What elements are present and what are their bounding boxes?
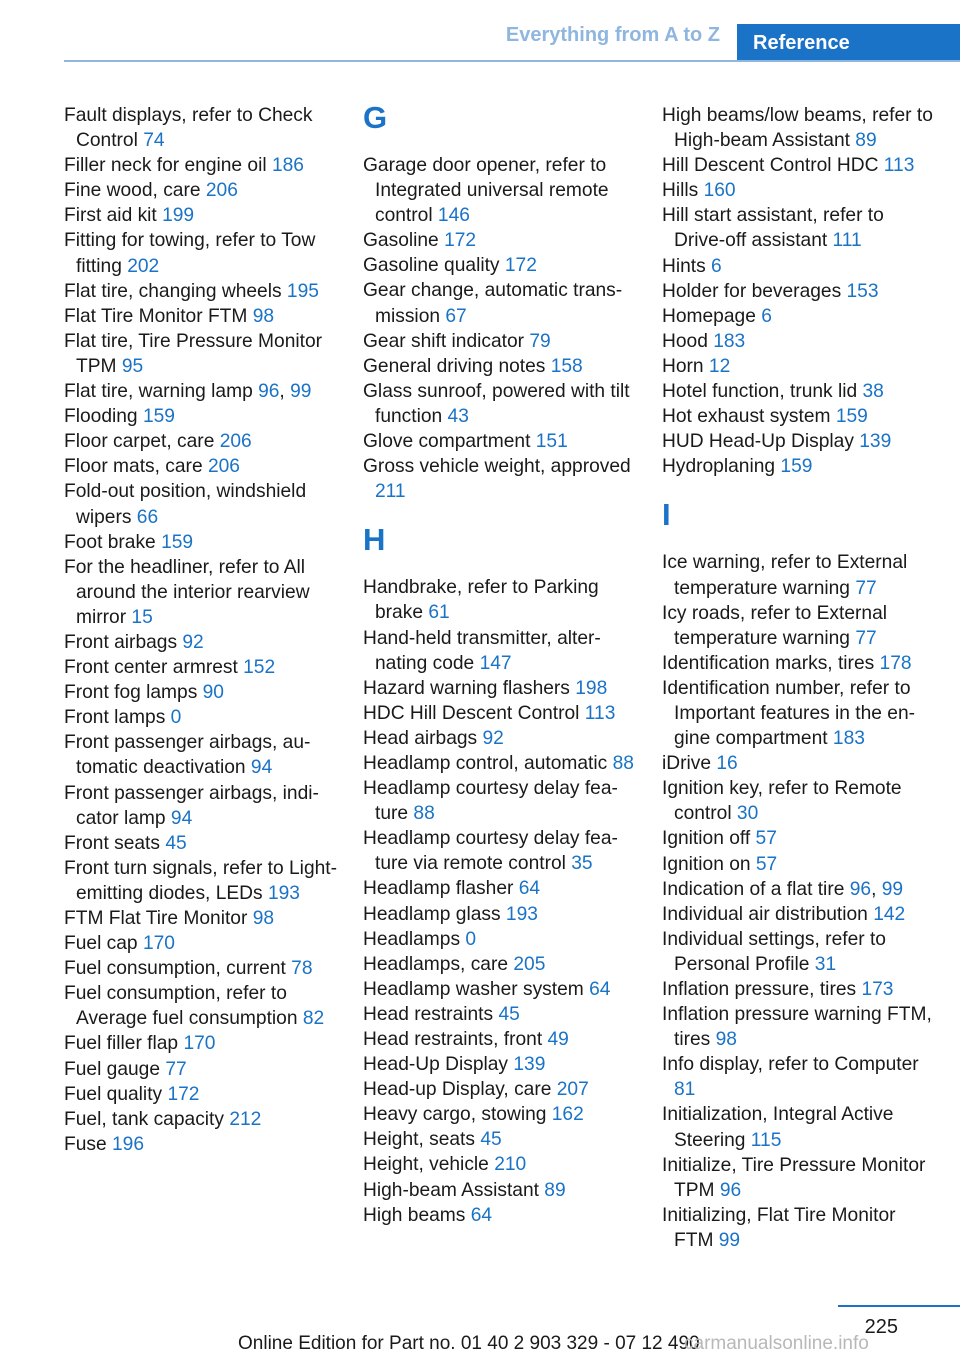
index-entry	[363, 429, 638, 454]
page-reference-link[interactable]: 67	[445, 305, 467, 327]
index-entry	[662, 601, 937, 651]
page-reference-link[interactable]: 178	[879, 652, 912, 674]
index-entry-text: Fuel, tank capacity	[64, 1108, 230, 1130]
page-reference-link[interactable]: 159	[780, 456, 813, 478]
index-entry-text: Fuse	[64, 1133, 112, 1155]
index-entry	[363, 228, 638, 253]
index-entry-text: Flat tire, warning lamp	[64, 381, 259, 403]
page-reference-link[interactable]: 172	[504, 255, 537, 277]
index-entry	[363, 927, 638, 952]
page-reference-link[interactable]: 115	[750, 1129, 782, 1151]
page-reference-link[interactable]: 160	[703, 180, 736, 202]
page-reference-link[interactable]: 6	[711, 255, 722, 277]
index-entry-text: Icy roads, refer to External temperature warning	[662, 602, 888, 649]
index-entry	[64, 931, 339, 956]
index-entry-text: Front seats	[64, 832, 166, 854]
index-entry-text: Initializing, Flat Tire Monitor FTM	[662, 1204, 896, 1251]
page-reference-link[interactable]: 142	[873, 903, 906, 925]
index-entry	[64, 555, 339, 630]
index-entry	[662, 1102, 937, 1152]
index-entry-text: Glove compartment	[363, 431, 536, 453]
index-entry-text: FTM Flat Tire Monitor	[64, 908, 253, 929]
index-entry-text: Hazard warning flashers	[363, 677, 576, 699]
page-reference-link[interactable]: 57	[755, 828, 777, 850]
page-reference-link[interactable]: 207	[556, 1079, 589, 1101]
page-reference-link[interactable]: 45	[498, 1003, 520, 1025]
index-column-2	[363, 100, 638, 1228]
index-entry	[662, 1203, 937, 1253]
index-entry-text: Identification number, refer to Important features in the engine compartment	[662, 677, 916, 750]
index-entry-text: Head restraints, front	[363, 1029, 548, 1050]
index-letter-heading: G	[363, 100, 388, 135]
index-entry-text: Front airbags	[64, 631, 183, 653]
page-reference-link[interactable]: 196	[112, 1133, 145, 1155]
index-entry-text: Indication of a flat tire	[662, 878, 850, 900]
index-entry	[64, 1031, 339, 1056]
index-entry-text: Hill Descent Control HDC	[662, 155, 884, 177]
index-entry	[363, 726, 638, 751]
page-reference-link[interactable]: 193	[267, 882, 300, 904]
page-reference-link[interactable]: 172	[167, 1083, 200, 1105]
index-entry	[64, 630, 339, 655]
page-reference-link[interactable]: 94	[170, 807, 193, 829]
index-entry	[363, 977, 638, 1002]
index-entry	[64, 655, 339, 680]
page-reference-link[interactable]: 77	[855, 627, 877, 649]
page-reference-link[interactable]: 92	[182, 631, 204, 653]
index-entry-text: Front passenger airbags, automatic deactivation	[64, 732, 311, 779]
page-reference-link[interactable]: 162	[551, 1104, 584, 1126]
page-reference-link[interactable]: 78	[291, 958, 313, 980]
index-entry-text: Height, vehicle	[363, 1154, 495, 1176]
index-entry-text: Headlamp flasher	[363, 878, 519, 900]
page-reference-link[interactable]: 159	[835, 406, 868, 428]
index-entry-text: Front fog lamps	[64, 682, 203, 704]
page-reference-link[interactable]: 159	[142, 406, 175, 428]
index-entry	[662, 676, 937, 751]
index-entry	[363, 776, 638, 826]
page-reference-link[interactable]: 111	[832, 230, 862, 252]
index-entry	[662, 1002, 937, 1052]
index-entry	[662, 826, 937, 851]
index-entry-text: Hood	[662, 330, 714, 352]
page-reference-link[interactable]: 77	[165, 1058, 187, 1080]
index-entry-text: For the headliner, refer to All around the interior rearview mirror	[64, 556, 310, 628]
index-entry	[363, 454, 638, 504]
page-reference-link[interactable]: 183	[713, 330, 746, 352]
index-entry-text: Garage door opener, refer to Integrated universal remote control	[363, 155, 609, 227]
index-entry	[363, 1052, 638, 1077]
index-entry	[662, 977, 937, 1002]
page-reference-link[interactable]: 186	[271, 155, 304, 177]
page-reference-link[interactable]: 12	[708, 355, 731, 377]
index-entry-text: Fuel consumption, refer to Average fuel consumption	[64, 983, 303, 1030]
index-entry-text: Gross vehicle weight, approved	[363, 456, 631, 478]
page-reference-link[interactable]: 95	[121, 355, 144, 377]
page-reference-link[interactable]: 98	[252, 908, 275, 929]
header-section-title: Everything from A to Z	[505, 24, 720, 46]
index-entry-text: Fuel quality	[64, 1083, 168, 1105]
index-entry-text: Gasoline	[363, 230, 445, 252]
index-entry	[64, 680, 339, 705]
index-entry-text: First aid kit	[64, 205, 163, 227]
index-entry-text: Inflation pressure warning FTM, tires	[662, 1004, 932, 1051]
index-entry-text: Floor mats, care	[64, 456, 208, 478]
index-entry-text: Gear change, automatic transmission	[363, 280, 623, 327]
index-entry	[363, 1127, 638, 1152]
page-reference-link[interactable]: 49	[547, 1029, 569, 1050]
page-ref-separator: ,	[279, 381, 291, 403]
index-entry	[662, 429, 937, 454]
page-reference-link[interactable]: 92	[482, 727, 504, 749]
index-entry-text: General driving notes	[363, 355, 551, 377]
page-reference-link[interactable]: 66	[136, 506, 159, 528]
page-reference-link[interactable]: 206	[219, 431, 252, 453]
index-entry-text: Filler neck for engine oil	[64, 155, 272, 177]
index-entry	[662, 927, 937, 977]
index-entry	[64, 454, 339, 479]
index-entry-text: Heavy cargo, stowing	[363, 1104, 552, 1126]
page-reference-link[interactable]: 99	[290, 381, 312, 403]
page-reference-link[interactable]: 183	[832, 728, 865, 750]
index-entry-text: Ice warning, refer to External temperature warning	[662, 552, 908, 599]
index-entry-text: Head restraints	[363, 1003, 499, 1025]
page-reference-link[interactable]: 96	[849, 878, 872, 900]
index-entry-text: Ignition off	[662, 828, 756, 850]
index-entry-text: Flat tire, Tire Pressure Monitor TPM	[64, 330, 323, 377]
page-reference-link[interactable]: 96	[258, 381, 280, 403]
index-entry	[662, 379, 937, 404]
index-column-1	[64, 103, 339, 1157]
page-reference-link[interactable]: 206	[205, 180, 238, 202]
index-entry	[363, 1077, 638, 1102]
index-entry-text: Front center armrest	[64, 657, 244, 679]
index-entry-text: Gasoline quality	[363, 255, 505, 277]
page-reference-link[interactable]: 31	[814, 953, 837, 975]
index-entry	[363, 1002, 638, 1027]
page-reference-link[interactable]: 99	[718, 1229, 741, 1251]
index-entry-text: Flooding	[64, 406, 143, 428]
page-reference-link[interactable]: 139	[859, 431, 892, 453]
page-reference-link[interactable]: 45	[165, 832, 187, 854]
index-entry-text: Ignition key, refer to Remote control	[662, 778, 902, 825]
index-entry-text: Flat tire, changing wheels	[64, 280, 287, 302]
index-entry	[363, 701, 638, 726]
index-entry-text: HUD Head-Up Display	[662, 431, 860, 453]
index-entry-text: Fuel gauge	[64, 1058, 166, 1080]
index-entry	[662, 279, 937, 304]
index-entry	[662, 454, 937, 479]
index-entry-text: Head-Up Display	[363, 1054, 514, 1076]
page-reference-link[interactable]: 6	[761, 305, 772, 327]
page-reference-link[interactable]: 98	[252, 305, 275, 327]
index-entry	[363, 379, 638, 429]
index-entry	[662, 1153, 937, 1203]
header-tab-label: Reference	[753, 32, 850, 54]
page-reference-link[interactable]: 57	[755, 853, 778, 875]
index-letter-heading: I	[662, 497, 671, 533]
page-reference-link[interactable]: 0	[170, 707, 182, 729]
index-entry	[64, 429, 339, 454]
index-entry-text: Head-up Display, care	[363, 1079, 557, 1101]
index-entry	[64, 404, 339, 429]
page-reference-link[interactable]: 77	[855, 577, 877, 599]
index-entry	[64, 279, 339, 304]
page-reference-link[interactable]: 170	[142, 933, 175, 955]
index-entry	[662, 550, 937, 600]
watermark: carmanualsonline.info	[684, 1333, 869, 1354]
page-reference-link[interactable]: 81	[674, 1079, 696, 1101]
index-entry	[64, 1132, 339, 1157]
index-entry	[363, 1178, 638, 1203]
index-entry	[363, 1102, 638, 1127]
index-entry	[64, 530, 339, 555]
index-entry-text: Fuel filler flap	[64, 1033, 184, 1055]
index-entry	[363, 626, 638, 676]
index-entry-text: Holder for beverages	[662, 280, 847, 302]
index-entry-text: Individual air distribution	[662, 903, 874, 925]
index-entry	[662, 877, 937, 902]
edition-note: Online Edition for Part no. 01 40 2 903 329 - 07 12 490	[238, 1333, 700, 1354]
page-reference-link[interactable]: 64	[470, 1204, 493, 1226]
index-entry-text: Fault displays, refer to Check Control	[64, 105, 313, 152]
page-reference-link[interactable]: 193	[505, 903, 538, 925]
index-entry-text: Headlamp glass	[363, 903, 506, 925]
index-entry	[363, 329, 638, 354]
index-entry-text: Front lamps	[64, 707, 171, 729]
index-entry-text: Hills	[662, 180, 704, 202]
page-reference-link[interactable]: 158	[550, 355, 583, 377]
page-reference-link[interactable]: 88	[612, 752, 634, 774]
index-entry-text: Headlamps, care	[363, 953, 514, 975]
page-reference-link[interactable]: 88	[413, 803, 435, 825]
index-entry-text: Gear shift indicator	[363, 330, 530, 352]
page-reference-link[interactable]: 43	[447, 405, 469, 427]
page-reference-link[interactable]: 74	[143, 130, 165, 152]
index-entry	[64, 1082, 339, 1107]
index-entry-text: Hand-held transmitter, alternating code	[363, 627, 601, 674]
index-entry	[662, 203, 937, 253]
page-reference-link[interactable]: 61	[428, 602, 450, 624]
index-entry-text: High beams/low beams, refer to High-beam Assistant	[662, 105, 933, 152]
page-reference-link[interactable]: 170	[183, 1033, 216, 1055]
page-number: 225	[864, 1316, 898, 1338]
index-entry	[64, 228, 339, 278]
index-letter-heading: H	[363, 522, 386, 558]
index-entry	[64, 153, 339, 178]
index-entry-text: Fuel consumption, current	[64, 958, 292, 980]
index-entry-text: Headlamp courtesy delay feature via remote control	[363, 828, 618, 875]
index-entry-text: Horn	[662, 355, 709, 377]
index-entry	[363, 253, 638, 278]
page-reference-link[interactable]: 98	[715, 1029, 737, 1051]
page-reference-link[interactable]: 152	[243, 657, 276, 679]
index-entry-text: Head airbags	[363, 727, 483, 749]
index-entry-text: Height, seats	[363, 1129, 481, 1151]
index-entry	[662, 651, 937, 676]
page-reference-link[interactable]: 172	[444, 230, 477, 252]
index-entry-text: Hot exhaust system	[662, 406, 836, 428]
page-reference-link[interactable]: 113	[584, 702, 616, 724]
index-entry-text: Floor carpet, care	[64, 431, 220, 453]
page-reference-link[interactable]: 16	[716, 753, 738, 775]
page-reference-link[interactable]: 113	[883, 155, 915, 177]
index-entry-text: Hints	[662, 255, 712, 277]
index-entry	[64, 705, 339, 730]
page-reference-link[interactable]: 82	[302, 1008, 325, 1030]
index-entry	[64, 1107, 339, 1132]
index-entry	[363, 1027, 638, 1052]
page-reference-link[interactable]: 64	[518, 878, 541, 900]
page-reference-link[interactable]: 173	[861, 979, 894, 1000]
index-entry-text: Fine wood, care	[64, 180, 206, 202]
page-reference-link[interactable]: 79	[529, 330, 551, 352]
page-reference-link[interactable]: 38	[862, 381, 884, 403]
index-entry	[662, 354, 937, 379]
page-reference-link[interactable]: 198	[575, 677, 608, 699]
index-entry	[64, 856, 339, 906]
index-entry	[363, 575, 638, 625]
index-entry	[363, 354, 638, 379]
index-entry	[64, 304, 339, 329]
index-entry	[363, 902, 638, 927]
index-entry-text: Front turn signals, refer to Light-emitting diodes, LEDs	[64, 857, 338, 904]
page-reference-link[interactable]: 64	[589, 978, 611, 1000]
index-entry-text: Headlamp control, automatic	[363, 752, 613, 774]
index-entry	[363, 952, 638, 977]
index-entry	[64, 1057, 339, 1082]
index-entry	[662, 178, 937, 203]
page-reference-link[interactable]: 35	[571, 853, 593, 875]
page-reference-link[interactable]: 211	[375, 481, 406, 503]
page-reference-link[interactable]: 96	[719, 1179, 742, 1201]
index-column-3	[662, 103, 937, 1253]
page-reference-link[interactable]: 202	[127, 255, 160, 277]
index-entry	[64, 956, 339, 981]
index-entry	[662, 751, 937, 776]
index-entry-text: Headlamp courtesy delay feature	[363, 778, 618, 825]
index-entry	[662, 103, 937, 153]
index-entry-text: HDC Hill Descent Control	[363, 702, 585, 724]
index-entry-text: Identification marks, tires	[662, 652, 880, 674]
index-entry-text: Individual settings, refer to Personal Profile	[662, 928, 886, 975]
index-entry	[363, 876, 638, 901]
index-entry-text: Hotel function, trunk lid	[662, 381, 863, 403]
index-entry-text: Fitting for towing, refer to Tow fitting	[64, 230, 316, 277]
page-reference-link[interactable]: 151	[535, 431, 568, 453]
index-entry	[363, 826, 638, 876]
index-entry	[64, 730, 339, 780]
page-reference-link[interactable]: 153	[846, 280, 879, 302]
index-entry	[64, 781, 339, 831]
page-reference-link[interactable]: 206	[207, 456, 240, 478]
page-header	[0, 0, 960, 62]
page-reference-link[interactable]: 0	[465, 928, 477, 950]
page-reference-link[interactable]: 89	[855, 130, 877, 152]
page-reference-link[interactable]: 159	[161, 531, 194, 553]
index-entry-text: Homepage	[662, 305, 762, 327]
index-entry	[662, 304, 937, 329]
index-entry	[363, 278, 638, 328]
index-entry	[64, 831, 339, 856]
index-entry	[662, 404, 937, 429]
index-entry-text: Flat Tire Monitor FTM	[64, 305, 253, 327]
index-entry	[64, 379, 339, 404]
page-reference-link[interactable]: 89	[544, 1179, 566, 1201]
index-entry	[662, 329, 937, 354]
page-reference-link[interactable]: 90	[202, 682, 224, 704]
index-entry-text: Initialize, Tire Pressure Monitor TPM	[662, 1154, 926, 1201]
index-entry-text: High-beam Assistant	[363, 1179, 545, 1201]
index-entry	[64, 178, 339, 203]
index-entry	[363, 676, 638, 701]
page-reference-link[interactable]: 199	[162, 205, 195, 227]
index-entry-text: Headlamp washer system	[363, 978, 590, 1000]
index-entry-text: Glass sunroof, powered with tilt function	[363, 380, 630, 427]
page-reference-link[interactable]: 139	[513, 1054, 546, 1076]
index-entry-text: Initialization, Integral Active Steering	[662, 1104, 894, 1151]
index-entry-text: Info display, refer to Computer	[662, 1054, 919, 1076]
index-entry	[64, 479, 339, 529]
index-entry	[363, 1203, 638, 1228]
index-entry-text: Hydroplaning	[662, 456, 781, 478]
index-entry-text: Inflation pressure, tires	[662, 979, 862, 1000]
header-rule	[64, 60, 960, 62]
index-entry	[662, 1052, 937, 1102]
page-reference-link[interactable]: 210	[494, 1154, 527, 1176]
index-entry	[662, 852, 937, 877]
index-entry-text: Hill start assistant, refer to Drive-off assistant	[662, 205, 884, 252]
page-reference-link[interactable]: 205	[513, 953, 546, 975]
index-entry-text: Front passenger airbags, indicator lamp	[64, 782, 319, 829]
index-entry-text: Ignition on	[662, 853, 756, 875]
index-entry	[64, 981, 339, 1031]
page-reference-link[interactable]: 195	[286, 280, 319, 302]
index-entry-text: Handbrake, refer to Parking brake	[363, 577, 599, 624]
index-entry	[363, 1152, 638, 1177]
index-entry	[64, 103, 339, 153]
page-reference-link[interactable]: 212	[229, 1108, 262, 1130]
page-reference-link[interactable]: 94	[250, 757, 273, 779]
index-entry	[662, 153, 937, 178]
page-reference-link[interactable]: 99	[881, 878, 904, 900]
index-entry	[64, 906, 339, 931]
index-entry-text: Fold-out position, windshield wipers	[64, 481, 307, 528]
index-entry	[662, 254, 937, 279]
page-reference-link[interactable]: 146	[437, 205, 470, 227]
index-entry	[363, 751, 638, 776]
index-entry-text: High beams	[363, 1204, 471, 1226]
index-entry	[363, 153, 638, 228]
index-entry-text: Fuel cap	[64, 933, 143, 955]
index-entry-text: Foot brake	[64, 531, 162, 553]
index-entry	[64, 203, 339, 228]
page-reference-link[interactable]: 147	[479, 652, 512, 674]
index-entry-text: iDrive	[662, 753, 717, 775]
footer-rule	[838, 1305, 960, 1307]
index-entry	[662, 902, 937, 927]
page-reference-link[interactable]: 45	[480, 1129, 502, 1151]
header-tab-reference	[737, 24, 960, 62]
page-reference-link[interactable]: 15	[131, 606, 153, 628]
page-reference-link[interactable]: 30	[736, 803, 759, 825]
index-entry-text: Headlamps	[363, 928, 466, 950]
index-entry	[64, 329, 339, 379]
index-entry	[662, 776, 937, 826]
page-ref-separator: ,	[871, 878, 882, 900]
